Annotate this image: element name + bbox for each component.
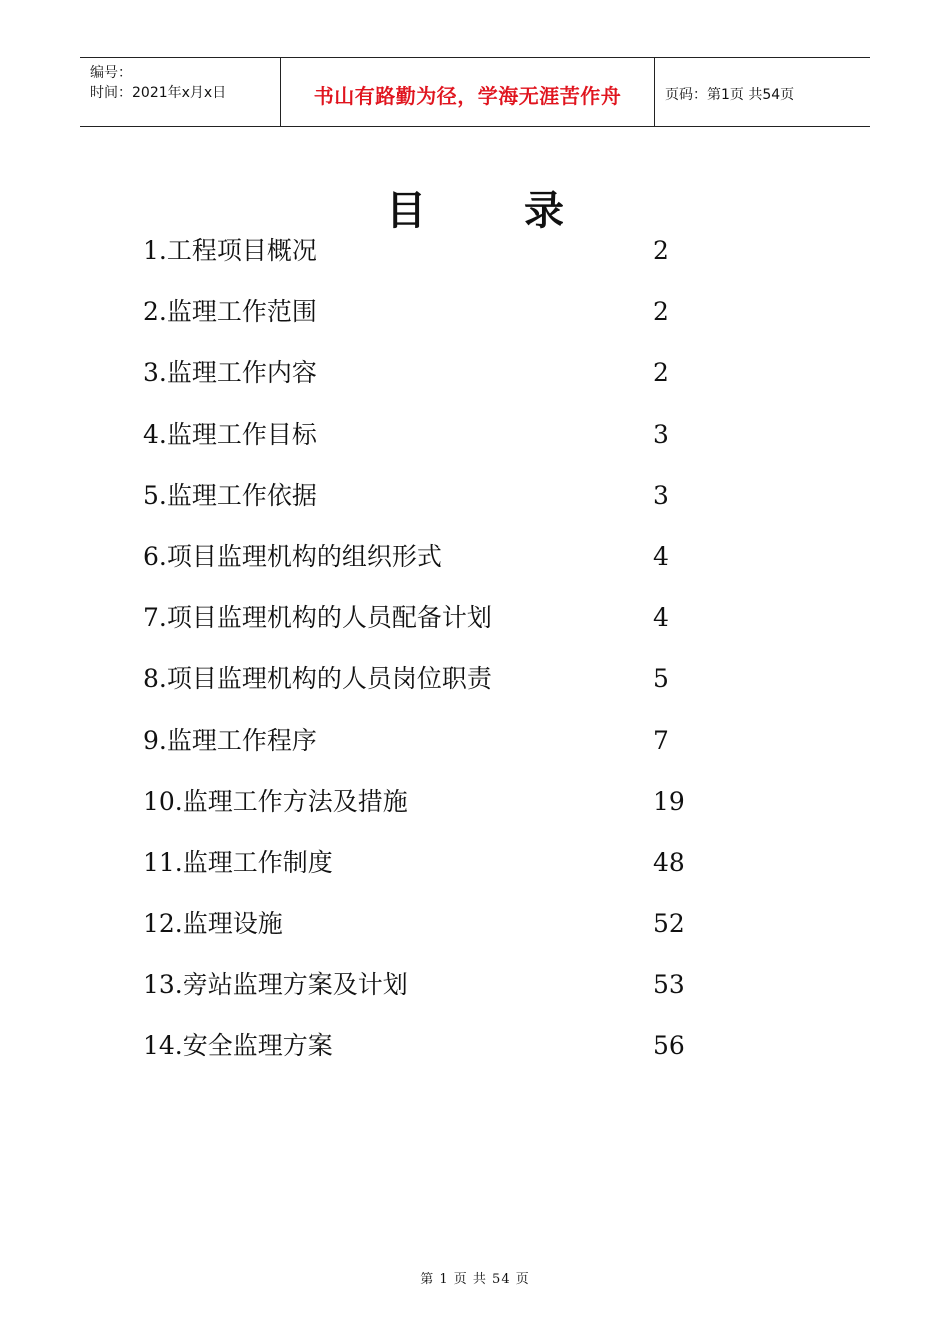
document-number-label: 编号： bbox=[90, 65, 132, 81]
toc-item-text: 5.监理工作依据 bbox=[143, 480, 317, 510]
toc-item[interactable] bbox=[143, 471, 703, 532]
header-motto: 书山有路勤为径，学海无涯苦作舟 bbox=[313, 84, 622, 108]
toc-item-text: 7.项目监理机构的人员配备计划 bbox=[143, 603, 492, 633]
title-char-1: 目 bbox=[386, 188, 426, 234]
toc-item[interactable] bbox=[143, 532, 703, 593]
header-page-info: 页码：第1页 共54页 bbox=[665, 87, 795, 103]
toc-item-text: 1.工程项目概况 bbox=[143, 236, 317, 265]
toc-item-text: 4.监理工作目标 bbox=[143, 419, 317, 449]
toc-item[interactable] bbox=[143, 838, 703, 899]
toc-item-page: 3 bbox=[653, 419, 669, 449]
toc-item-text: 10.监理工作方法及措施 bbox=[143, 786, 408, 816]
toc-item-page: 2 bbox=[653, 236, 669, 265]
toc-item-text: 2.监理工作范围 bbox=[143, 297, 317, 327]
toc-item-page: 7 bbox=[653, 725, 669, 755]
document-header bbox=[80, 57, 870, 127]
toc-item[interactable] bbox=[143, 226, 703, 287]
toc-item[interactable] bbox=[143, 287, 703, 348]
toc-item-text: 14.安全监理方案 bbox=[143, 1031, 333, 1061]
header-motto-cell bbox=[281, 58, 655, 126]
toc-item-page: 56 bbox=[653, 1031, 685, 1061]
toc-item-page: 4 bbox=[653, 603, 669, 633]
toc-item-page: 48 bbox=[653, 847, 685, 877]
toc-item-text: 11.监理工作制度 bbox=[143, 847, 333, 877]
toc-item-text: 3.监理工作内容 bbox=[143, 358, 317, 388]
toc-item-page: 4 bbox=[653, 541, 669, 571]
toc-item[interactable] bbox=[143, 1021, 703, 1082]
page-footer: 第 1 页 共 54 页 bbox=[420, 1272, 530, 1287]
toc-item[interactable] bbox=[143, 960, 703, 1021]
table-of-contents bbox=[143, 226, 703, 1083]
document-time-label: 时间：2021年x月x日 bbox=[90, 85, 227, 101]
header-page-cell bbox=[655, 58, 870, 126]
toc-item-page: 53 bbox=[653, 970, 685, 1000]
title-char-2: 录 bbox=[524, 188, 564, 234]
toc-item[interactable] bbox=[143, 654, 703, 715]
toc-item-text: 8.项目监理机构的人员岗位职责 bbox=[143, 664, 492, 694]
toc-item-page: 2 bbox=[653, 358, 669, 388]
toc-item-text: 9.监理工作程序 bbox=[143, 725, 317, 755]
header-meta-cell bbox=[80, 58, 281, 126]
toc-item[interactable] bbox=[143, 716, 703, 777]
toc-item-page: 52 bbox=[653, 909, 685, 939]
toc-item-page: 3 bbox=[653, 480, 669, 510]
toc-item[interactable] bbox=[143, 899, 703, 960]
toc-item-text: 6.项目监理机构的组织形式 bbox=[143, 541, 442, 571]
toc-item[interactable] bbox=[143, 410, 703, 471]
toc-item-text: 12.监理设施 bbox=[143, 909, 283, 939]
toc-item-page: 5 bbox=[653, 664, 669, 694]
toc-item[interactable] bbox=[143, 348, 703, 409]
toc-item-page: 2 bbox=[653, 297, 669, 327]
toc-item[interactable] bbox=[143, 777, 703, 838]
toc-item-page: 19 bbox=[653, 786, 685, 816]
toc-item[interactable] bbox=[143, 593, 703, 654]
toc-item-text: 13.旁站监理方案及计划 bbox=[143, 970, 408, 1000]
